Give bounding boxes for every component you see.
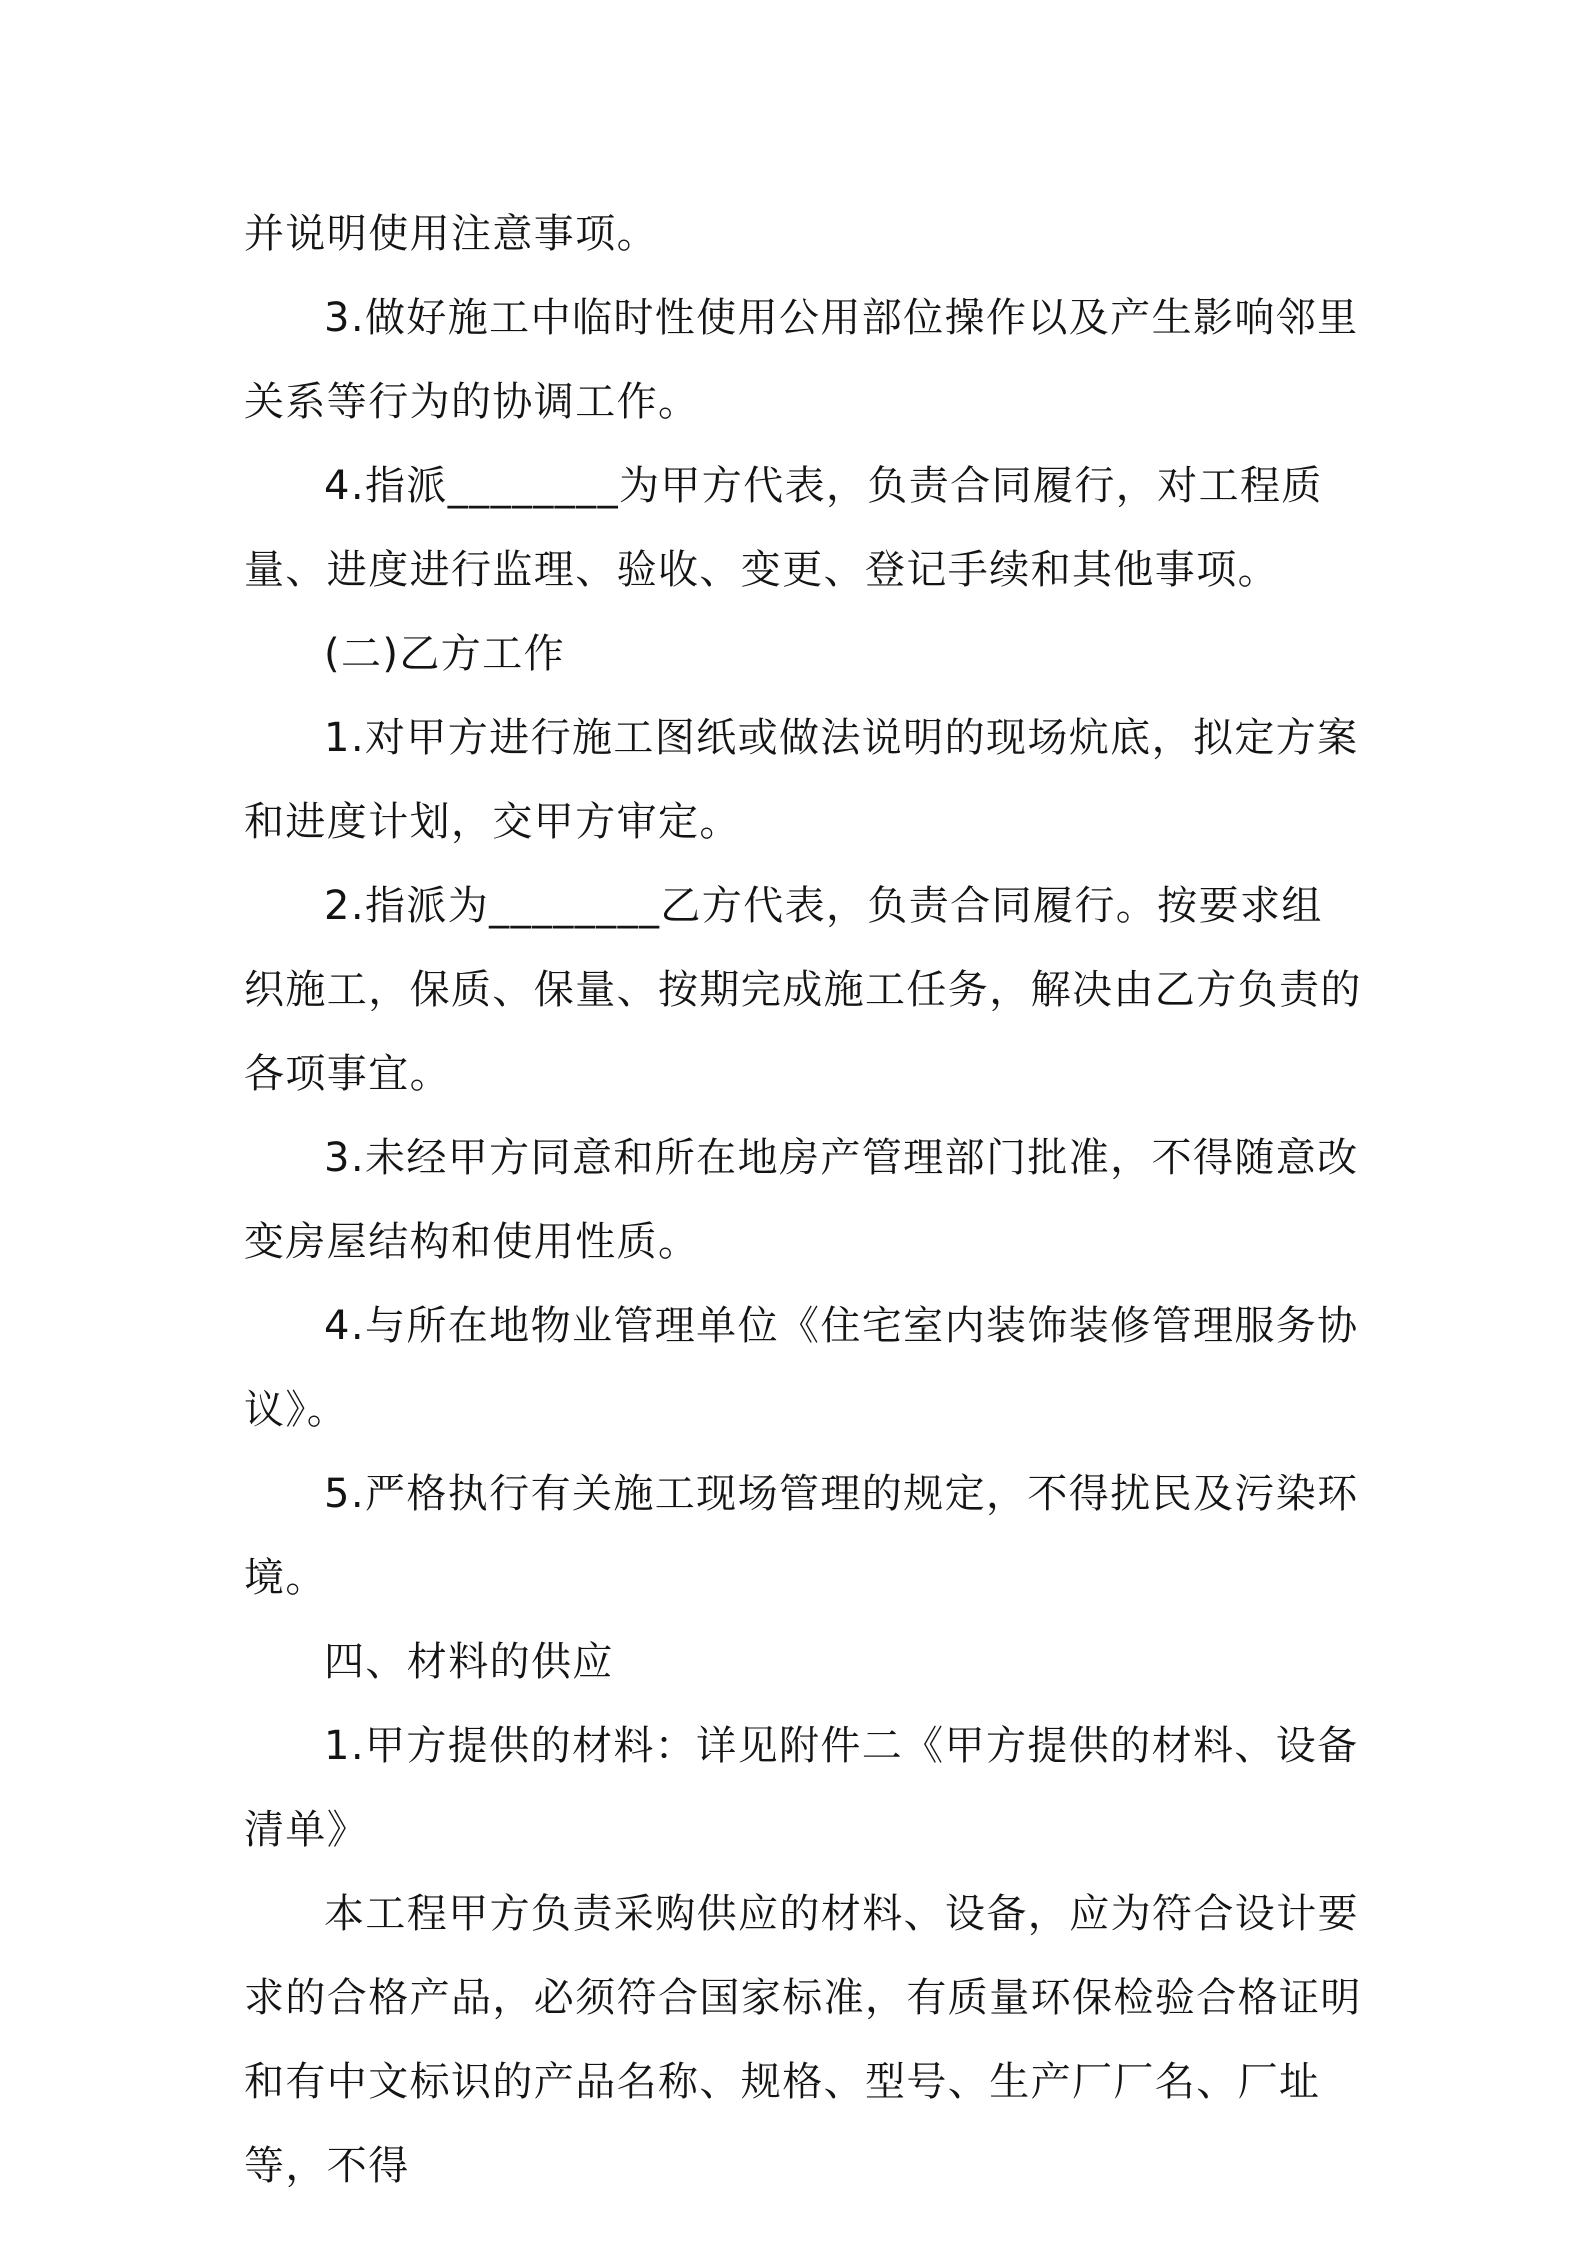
section-heading-party-b-work: (二)乙方工作 — [324, 631, 566, 677]
paragraph-usage-notes-continuation: 并说明使用注意事项。 — [244, 211, 658, 257]
paragraph-party-b-item-2: 2.指派为________乙方代表，负责合同履行。按要求组织施工，保质、保量、按期完成施工任务，解决由乙方负责的各项事宜。 — [244, 883, 1362, 1097]
section-heading-material-supply: 四、材料的供应 — [324, 1639, 614, 1685]
paragraph-party-a-item-4: 4.指派________为甲方代表，负责合同履行，对工程质量、进度进行监理、验收、变更、登记手续和其他事项。 — [244, 463, 1323, 593]
document-body — [244, 192, 1364, 2208]
paragraph-material-item-1: 1.甲方提供的材料：详见附件二《甲方提供的材料、设备清单》 — [244, 1723, 1359, 1853]
paragraph-party-b-item-3: 3.未经甲方同意和所在地房产管理部门批准，不得随意改变房屋结构和使用性质。 — [244, 1135, 1359, 1265]
paragraph-party-b-item-1: 1.对甲方进行施工图纸或做法说明的现场炕底，拟定方案和进度计划，交甲方审定。 — [244, 715, 1359, 845]
paragraph-material-requirements: 本工程甲方负责采购供应的材料、设备，应为符合设计要求的合格产品，必须符合国家标准，有质量环保检验合格证明和有中文标识的产品名称、规格、型号、生产厂厂名、厂址等，不得 — [244, 1891, 1362, 2189]
paragraph-party-a-item-3: 3.做好施工中临时性使用公用部位操作以及产生影响邻里关系等行为的协调工作。 — [244, 295, 1359, 425]
paragraph-party-b-item-5: 5.严格执行有关施工现场管理的规定，不得扰民及污染环境。 — [244, 1471, 1359, 1601]
paragraph-party-b-item-4: 4.与所在地物业管理单位《住宅室内装饰装修管理服务协议》。 — [244, 1303, 1359, 1433]
